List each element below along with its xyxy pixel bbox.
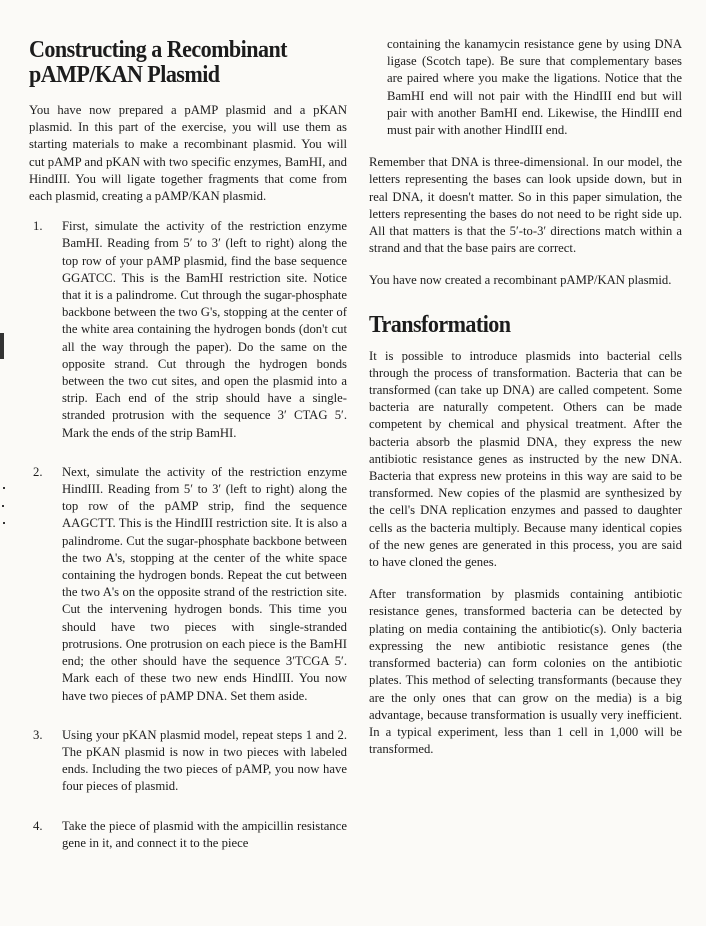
step-number: 3. [33,727,43,742]
step-item [29,727,347,796]
step-text: Take the piece of plasmid with the ampicillin resistance gene in it, and connect it to the piece [62,818,347,850]
binding-mark [2,505,4,507]
step-text: First, simulate the activity of the restriction enzyme BamHI. Reading from 5′ to 3′ (left to right) along the top row of your pAMP plasmid, find the base sequence GGATCC. This is the BamHI restriction site. Notice that it is a palindrome. Cut through the sugar-phosphate backbone between the two G's, stopping at the center of the white area containing the hydrogen bonds (don't cut all the way through the paper). Do the same on the opposite strand. Cut through the hydrogen bonds between the two cut sites, and open the plasmid into a strip. Each end of the strip should have a single-stranded protrusion with the sequence 3′ CTAG 5′. Mark the ends of the strip BamHI. [62,219,347,440]
step-number: 2. [33,464,43,479]
step-item [29,464,347,705]
step-number: 1. [33,219,43,234]
three-dimensional-paragraph: Remember that DNA is three-dimensional. In our model, the letters representing the bases can look upside down, but in real DNA, it doesn't matter. So in this paper simulation, the letters representing the bases do not need to be right side up. All that matters is that the 5′-to-3′ directions match within a strand and that the base pairs are correct. [369,155,682,256]
page-title [29,38,322,88]
transformation-paragraph: It is possible to introduce plasmids into bacterial cells through the process of transformation. Bacteria that can be transformed (can take up DNA) are called competent. Some bacteria are naturally competent. Others can be made competent by chemical and physical treatment. After the bacteria absorb the plasmid DNA, they express the new antibiotic resistance genes as instructed by the new DNA. Bacteria that express new proteins in this way are said to be transformed. New copies of the plasmid are synthesized by the cell's DNA replication enzymes and passed to daughter cells as the bacteria multiply. Because many identical copies of the new genes are generated in this process, you are said to have cloned the genes. [369,348,682,570]
step-item [29,218,347,442]
created-plasmid-paragraph: You have now created a recombinant pAMP/KAN plasmid. [369,273,672,288]
title-line-1: Constructing a Recombinant [29,37,287,63]
selection-paragraph: After transformation by plasmids containing antibiotic resistance genes, transformed bacteria can be detected by plating on media containing the antibiotic(s). Only bacteria expressing the new antibiotic resistance genes (the transformed bacteria) can form colonies on the antibiotic plates. This method of selecting transformants (because they are the only ones that can grow on the media) is a big advantage, because transformation is usually very inefficient. In a typical experiment, less than 1 cell in 1,000 will be transformed. [369,587,682,757]
left-column [29,0,347,852]
step-4-continuation: containing the kanamycin resistance gene by using DNA ligase (Scotch tape). Be sure that complementary bases are paired where you make the ligations. Notice that the BamHI end will not pair with the HindIII end but will pair with another BamHI end. Likewise, the HindIII end must pair with another HindIII end. [387,37,682,138]
step-text: Using your pKAN plasmid model, repeat steps 1 and 2. The pKAN plasmid is now in two pieces with labeled ends. Including the two pieces of pAMP, you now have four pieces of plasmid. [62,727,347,794]
intro-paragraph: You have now prepared a pAMP plasmid and a pKAN plasmid. In this part of the exercise, you will use them as starting materials to make a recombinant plasmid. You will cut pAMP and pKAN with two specific enzymes, BamHI, and HindIII. You will ligate together fragments that come from each plasmid, creating a pAMP/KAN plasmid. [29,103,347,204]
binding-mark [3,522,5,524]
step-item [29,818,347,852]
procedure-steps [29,218,347,852]
title-line-2: pAMP/KAN Plasmid [29,62,220,88]
binding-mark [0,333,4,359]
binding-mark [3,487,5,489]
section-title: Transformation [369,311,511,338]
step-text: Next, simulate the activity of the restriction enzyme HindIII. Reading from 5′ to 3′ (left to right) along the top row of the pAMP strip, find the sequence AAGCTT. This is the HindIII restriction site. It is also a palindrome. Cut the sugar-phosphate backbone between the two A's, stopping at the center of the white space containing the hydrogen bonds. Repeat the cut between the two A's on the opposite strand of the restriction site. Cut the intervening hydrogen bonds. This time you should have two pieces with single-stranded protrusions. One protrusion on each piece is the BamHI end; the other should have the sequence 3′TCGA 5′. Mark each of these two new ends HindIII. You now have two pieces of pAMP DNA. Set them aside. [62,464,347,703]
step-number: 4. [33,818,43,833]
right-column [369,0,682,758]
